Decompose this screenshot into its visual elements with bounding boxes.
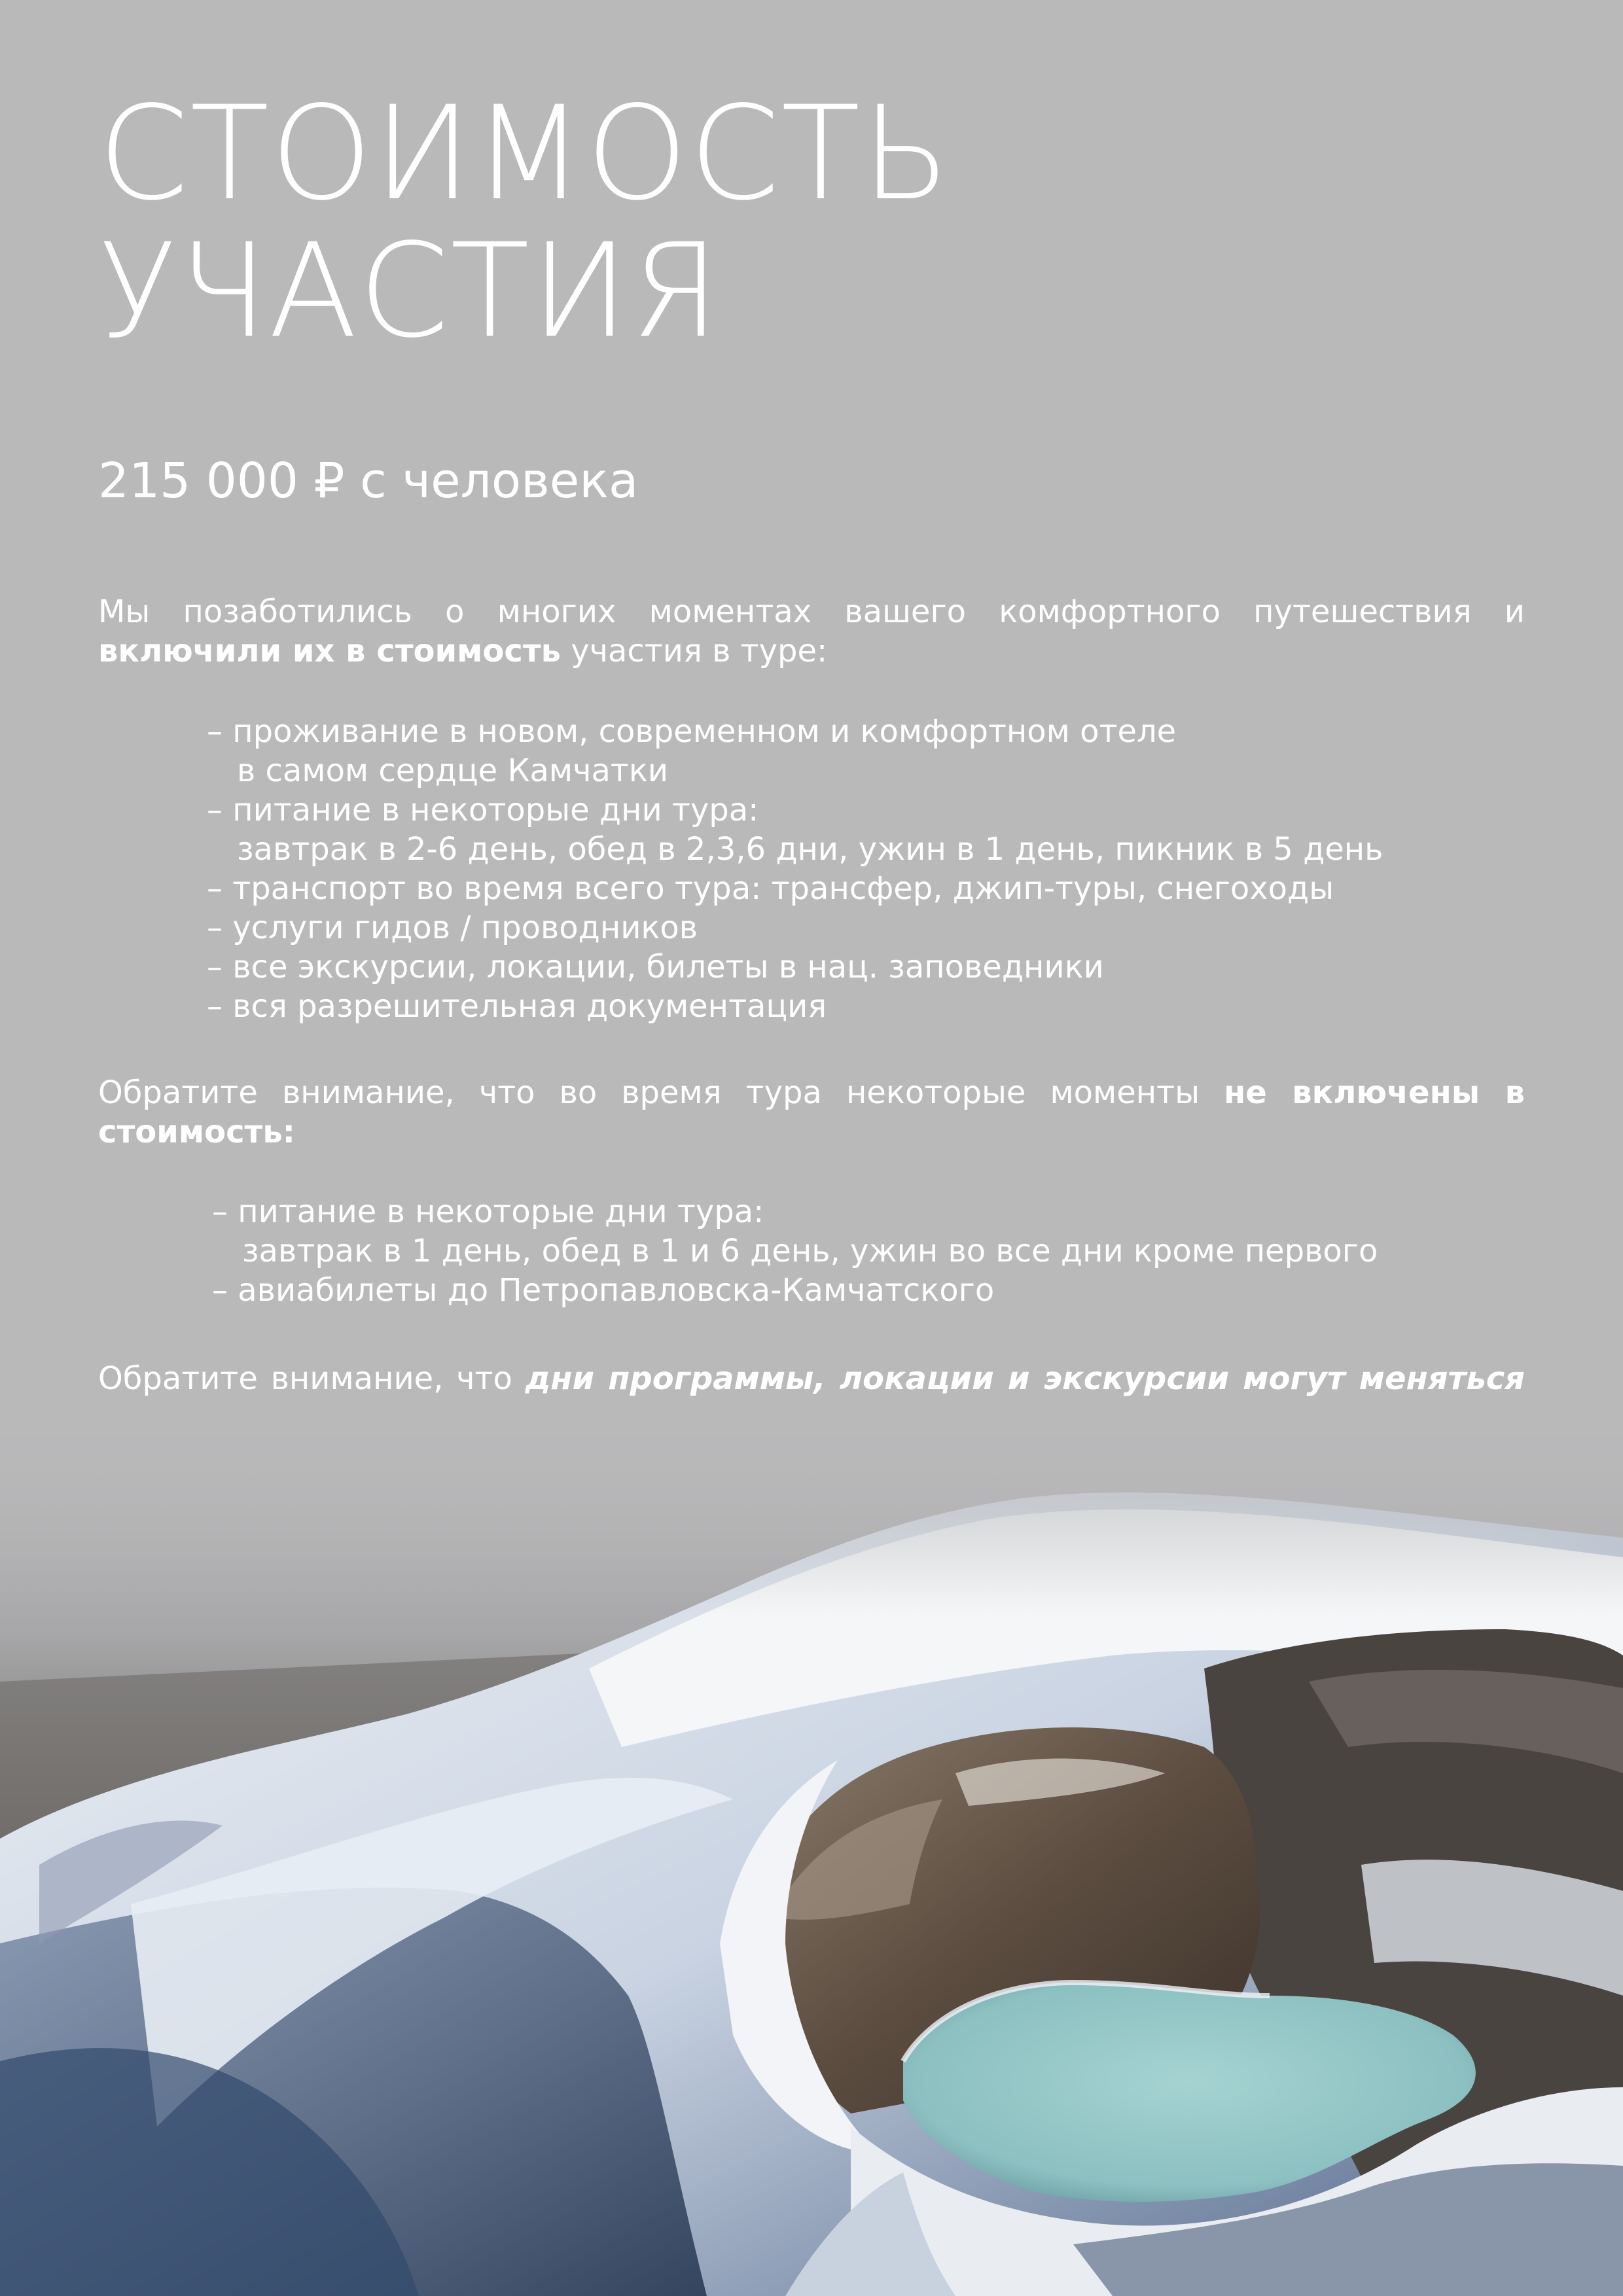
page-title [98,78,952,366]
list-item-continuation: завтрак в 2-6 день, обед в 2,3,6 дни, ужин в 1 день, пикник в 5 день [237,831,1383,868]
list-item-text: – авиабилеты до Петропавловска-Камчатского [212,1272,995,1309]
list-item-continuation: в самом сердце Камчатки [237,752,669,789]
list-item [207,712,1383,790]
list-item-continuation: завтрак в 1 день, обед в 1 и 6 день, ужин во все дни кроме первого [242,1233,1378,1269]
list-item-text: – питание в некоторые дни тура: [207,792,759,828]
price-text: 215 000 ₽ с человека [98,453,639,509]
list-item-text: – все экскурсии, локации, билеты в нац. заповедники [207,949,1104,985]
list-item-text: – питание в некоторые дни тура: [212,1193,764,1230]
volcano-crater-lake-photo [0,1407,1623,2296]
list-item [212,1192,1378,1271]
list-item [207,947,1383,987]
list-item [207,790,1383,869]
list-item [207,987,1383,1026]
excluded-intro-bold: не включены в стоимость: [98,1074,1525,1150]
weather-note-text: Обратите внимание, что [98,1360,526,1397]
list-item-text: – транспорт во время всего тура: трансфер, джип-туры, снегоходы [207,870,1334,907]
included-intro [98,592,1525,671]
title-line-2: УЧАСТИЯ [98,215,722,366]
excluded-intro [98,1073,1525,1152]
list-item [207,908,1383,947]
included-list [207,712,1383,1026]
list-item [207,869,1383,908]
weather-note-bold: дни программы, локации и экскурсии могут меняться [525,1360,1525,1397]
list-item-text: – вся разрешительная документация [207,988,827,1025]
included-intro-bold: включили их в стоимость [98,633,561,669]
list-item [212,1271,1378,1310]
included-intro-tail: участия в туре: [560,633,828,669]
title-line-1: СТОИМОСТЬ [98,78,952,229]
list-item-text: – услуги гидов / проводников [207,910,698,946]
included-intro-text: Мы позаботились о многих моментах вашего комфортного путешествия и [98,593,1525,630]
excluded-list [212,1192,1378,1310]
excluded-intro-text: Обратите внимание, что во время тура некоторые моменты [98,1074,1224,1111]
list-item-text: – проживание в новом, современном и комфортном отеле [207,713,1177,750]
